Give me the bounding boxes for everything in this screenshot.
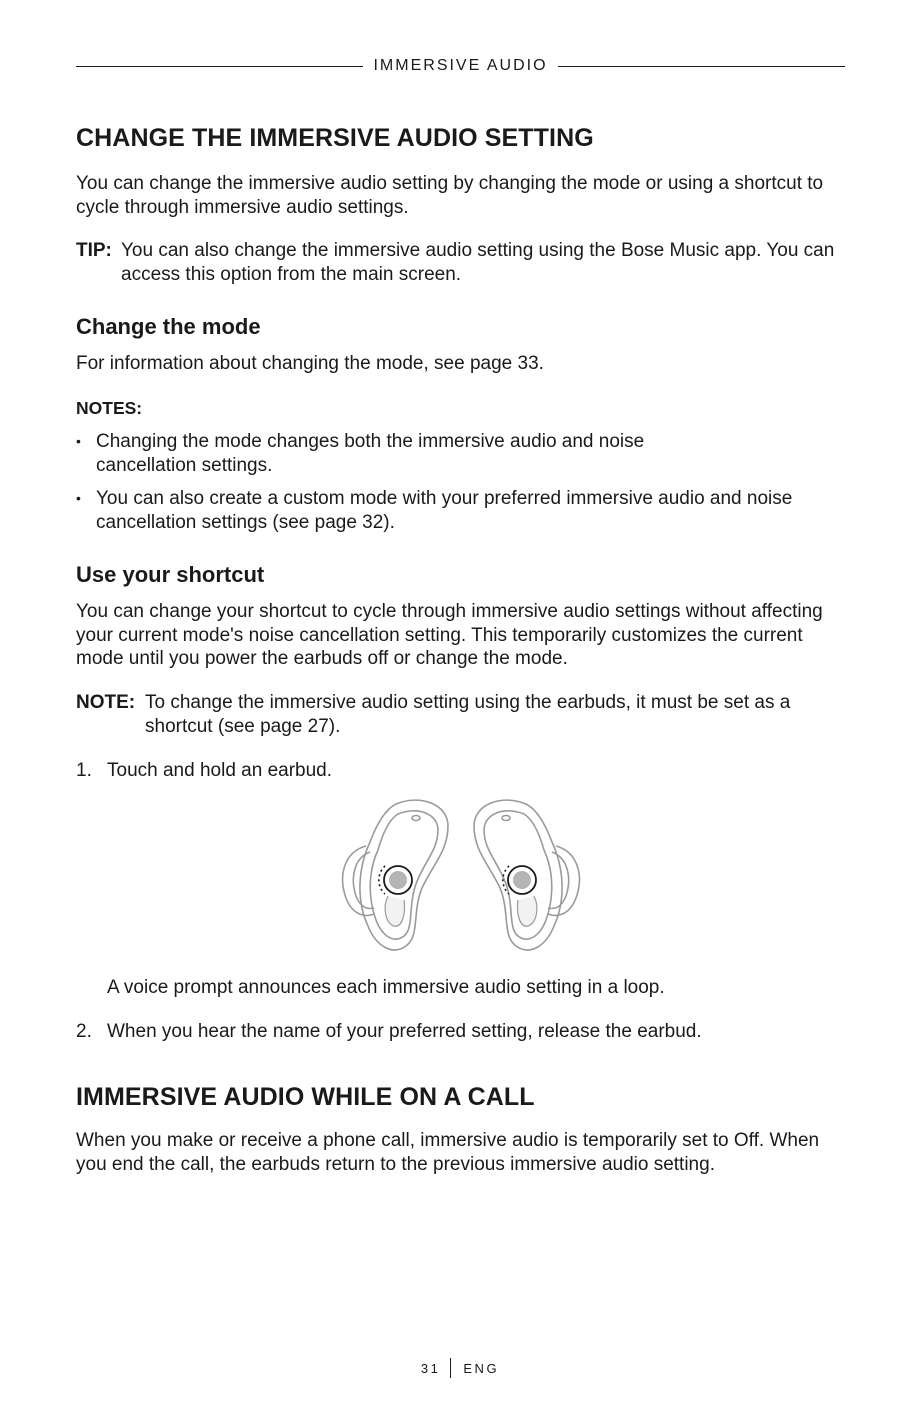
note-label: NOTE: — [76, 692, 136, 713]
header-rule-right — [558, 66, 845, 67]
header-rule-left — [76, 66, 363, 67]
section-header-title: IMMERSIVE AUDIO — [373, 57, 548, 74]
heading-change-immersive-audio: CHANGE THE IMMERSIVE AUDIO SETTING — [76, 124, 594, 152]
list-item — [76, 430, 846, 477]
footer-divider — [450, 1358, 451, 1378]
page-number: 31 — [420, 1360, 441, 1376]
bullet-icon: • — [76, 490, 81, 506]
section1-intro: You can change the immersive audio setting by changing the mode or using a shortcut to cycle through immersive audio settings. — [76, 173, 824, 218]
step-number: 1. — [76, 760, 92, 781]
shortcut-text: You can change your shortcut to cycle through immersive audio settings without affecting your current mode's noise cancellation setting. This temporarily customizes the current mode until you power the earbuds off or change the mode. — [76, 601, 823, 669]
tip-label: TIP: — [76, 240, 112, 261]
bullet-text: You can also create a custom mode with your preferred immersive audio and noise cancellation settings (see page 32). — [96, 488, 793, 533]
notes-label: NOTES: — [76, 398, 143, 418]
heading-change-mode: Change the mode — [76, 314, 261, 339]
note-block — [76, 691, 846, 738]
step-text: Touch and hold an earbud. — [107, 760, 333, 781]
tip-block — [76, 239, 846, 286]
step-1 — [76, 759, 846, 783]
note-text: To change the immersive audio setting using the earbuds, it must be set as a shortcut (see page 27). — [145, 692, 791, 737]
right-earbud-icon — [474, 800, 579, 950]
list-item — [76, 487, 846, 534]
section2-text: When you make or receive a phone call, immersive audio is temporarily set to Off. When you end the call, the earbuds return to the previous immersive audio setting. — [76, 1130, 820, 1175]
earbuds-illustration — [336, 796, 586, 954]
language-code: ENG — [463, 1360, 500, 1376]
step-number: 2. — [76, 1021, 92, 1042]
section-header — [76, 54, 845, 78]
bullet-icon: • — [76, 433, 81, 449]
heading-immersive-audio-call: IMMERSIVE AUDIO WHILE ON A CALL — [76, 1083, 535, 1111]
tip-text: You can also change the immersive audio setting using the Bose Music app. You can access this option from the main screen. — [121, 240, 835, 285]
heading-use-shortcut: Use your shortcut — [76, 562, 265, 587]
page-footer — [0, 1358, 920, 1378]
change-mode-text: For information about changing the mode, see page 33. — [76, 353, 544, 374]
step1-followup: A voice prompt announces each immersive audio setting in a loop. — [107, 977, 665, 998]
bullet-text: Changing the mode changes both the immersive audio and noise cancellation settings. — [96, 431, 645, 476]
step-2 — [76, 1020, 846, 1044]
step-text: When you hear the name of your preferred setting, release the earbud. — [107, 1021, 702, 1042]
left-earbud-icon — [343, 800, 448, 950]
